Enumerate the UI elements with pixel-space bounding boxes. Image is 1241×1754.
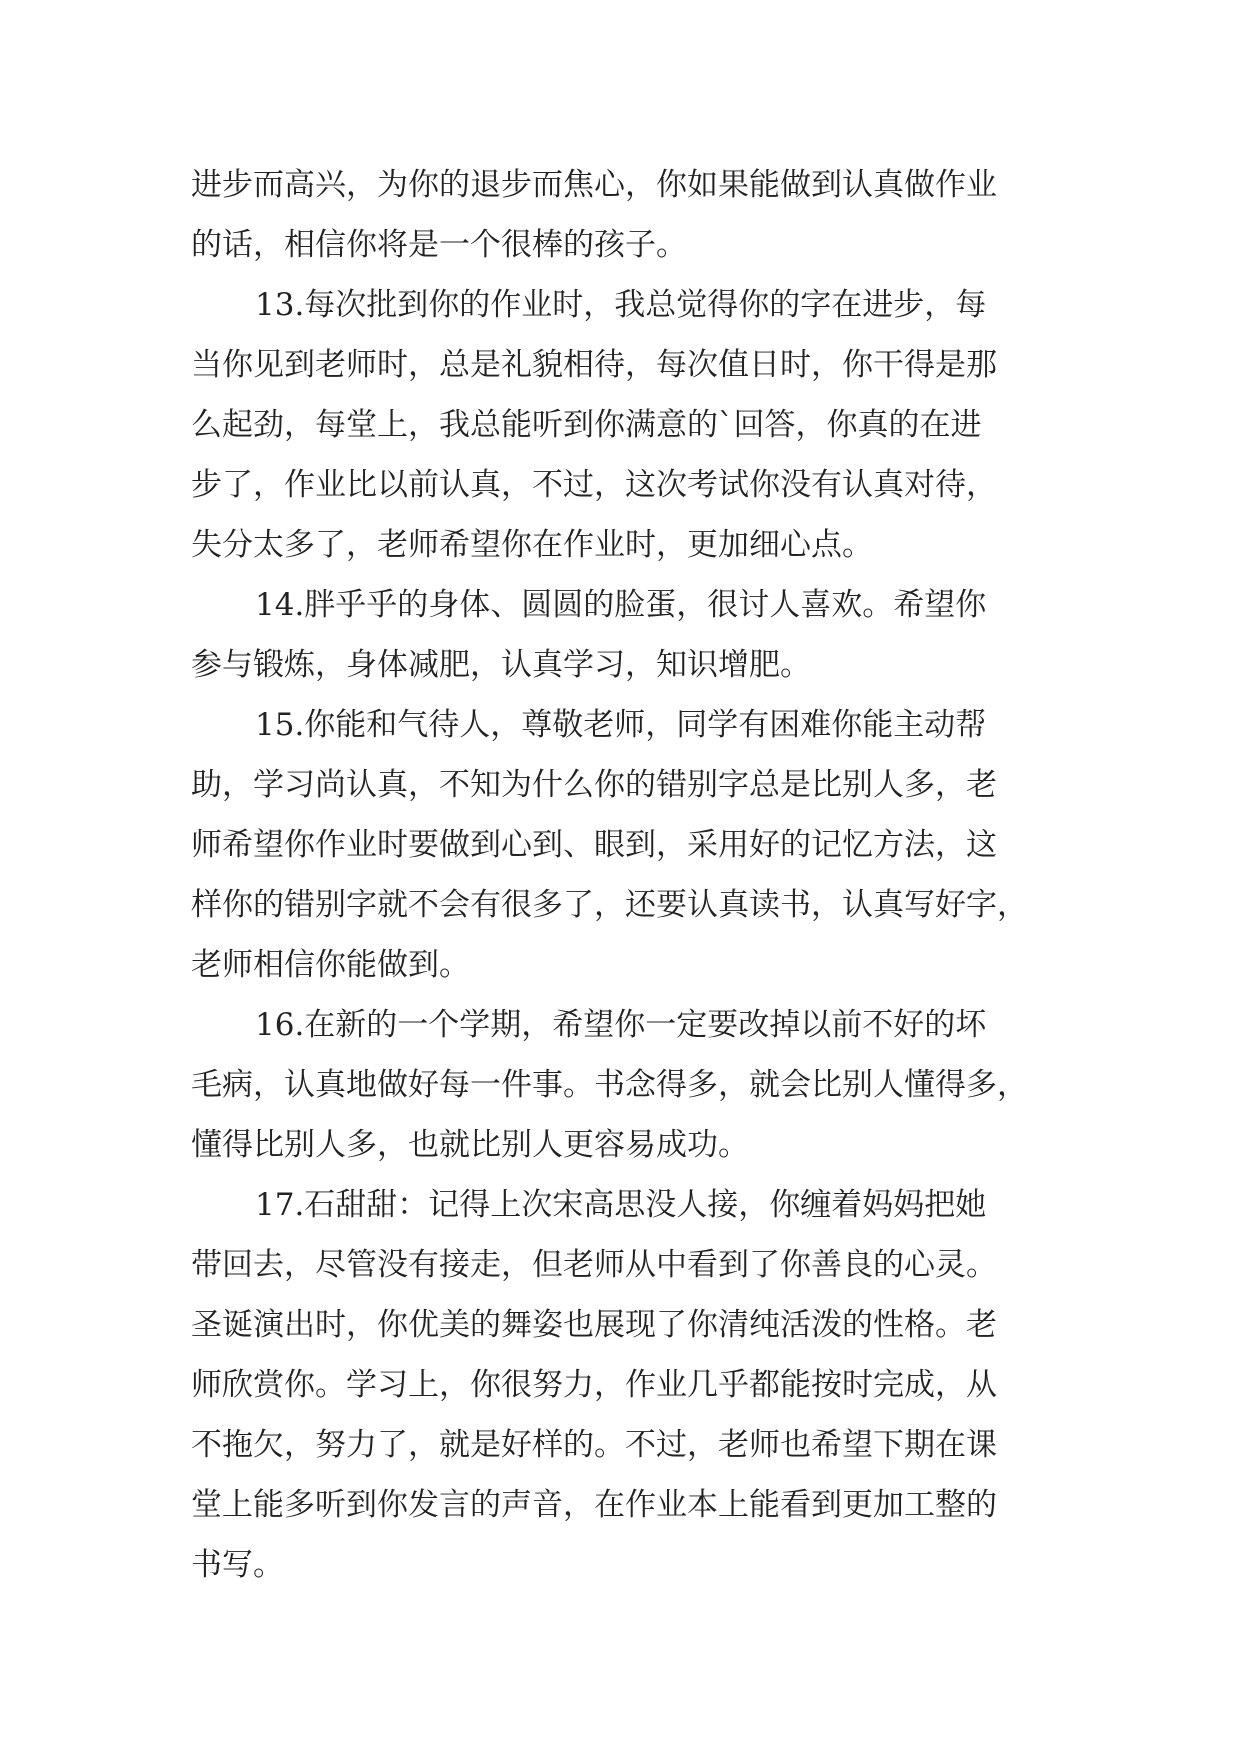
text-line: 堂上能多听到你发言的声音，在作业本上能看到更加工整的 [191,1487,997,1523]
paragraph-17-start: 17.石甜甜：记得上次宋高思没人接，你缠着妈妈把她 [255,1187,987,1223]
paragraph-15-start: 15.你能和气待人，尊敬老师，同学有困难你能主动帮 [255,707,987,743]
paragraph-13-start: 13.每次批到你的作业时，我总觉得你的字在进步，每 [255,287,987,323]
text-line: 当你见到老师时，总是礼貌相待，每次值日时，你干得是那 [191,347,997,383]
text-line: 懂得比别人多，也就比别人更容易成功。 [191,1127,749,1163]
text-line: 书写。 [191,1547,284,1583]
text-line: 师欣赏你。学习上，你很努力，作业几乎都能按时完成，从 [191,1367,997,1403]
paragraph-16-start: 16.在新的一个学期，希望你一定要改掉以前不好的坏 [255,1007,987,1043]
text-line: 圣诞演出时，你优美的舞姿也展现了你清纯活泼的性格。老 [191,1307,997,1343]
text-line: 步了，作业比以前认真，不过，这次考试你没有认真对待， [191,467,997,503]
text-line: 师希望你作业时要做到心到、眼到，采用好的记忆方法，这 [191,827,997,863]
text-line: 老师相信你能做到。 [191,947,470,983]
text-line: 不拖欠，努力了，就是好样的。不过，老师也希望下期在课 [191,1427,997,1463]
text-line: 助，学习尚认真，不知为什么你的错别字总是比别人多，老 [191,767,997,803]
text-line: 参与锻炼，身体减肥，认真学习，知识增肥。 [191,647,811,683]
text-line: 毛病，认真地做好每一件事。书念得多，就会比别人懂得多， [191,1067,1028,1103]
text-line: 进步而高兴，为你的退步而焦心，你如果能做到认真做作业 [191,167,997,203]
text-line: 么起劲，每堂上，我总能听到你满意的`回答，你真的在进 [191,407,982,443]
text-line: 带回去，尽管没有接走，但老师从中看到了你善良的心灵。 [191,1247,997,1283]
text-line: 失分太多了，老师希望你在作业时，更加细心点。 [191,527,873,563]
text-line: 样你的错别字就不会有很多了，还要认真读书，认真写好字， [191,887,1028,923]
text-line: 的话，相信你将是一个很棒的孩子。 [191,227,687,263]
paragraph-14-start: 14.胖乎乎的身体、圆圆的脸蛋，很讨人喜欢。希望你 [255,587,987,623]
